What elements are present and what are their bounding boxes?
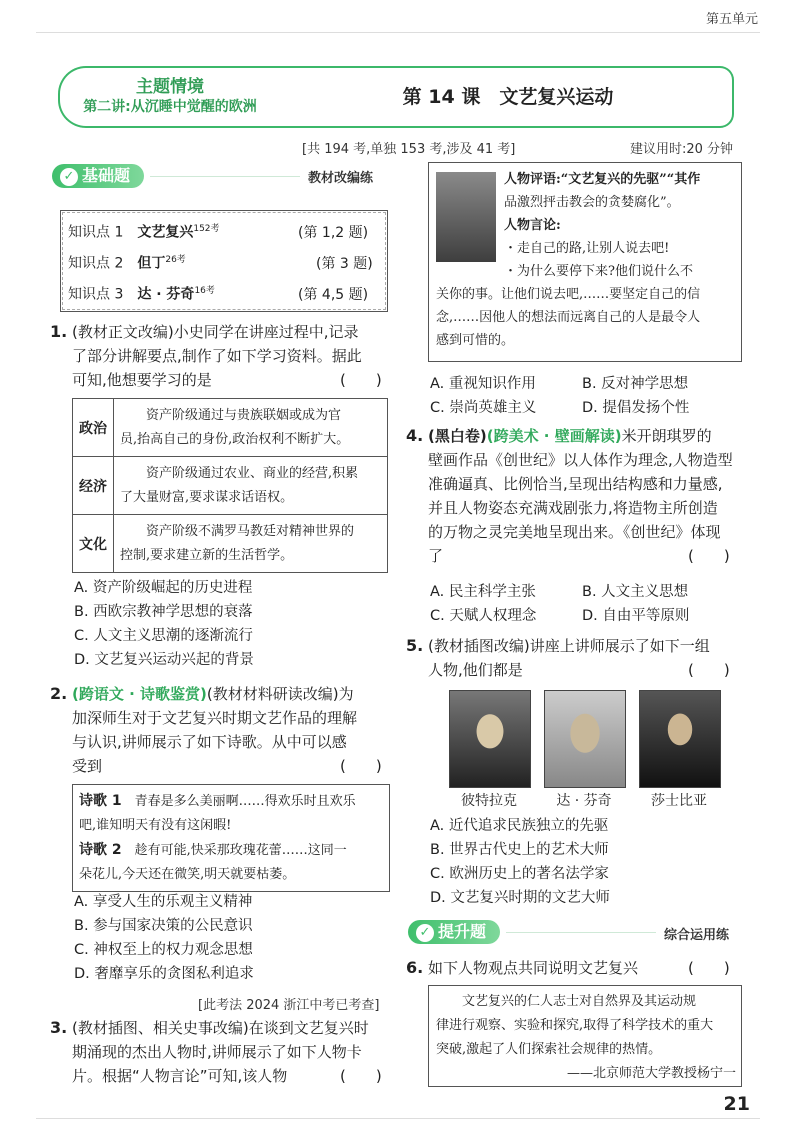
knowledge-ref: (第 1,2 题) (298, 225, 369, 241)
option[interactable]: B. 反对神学思想 (582, 376, 689, 392)
petrarch-portrait (449, 690, 531, 788)
dante-photo (436, 172, 496, 262)
page-number: 21 (723, 1093, 750, 1115)
advanced-section-right: 综合运用练 (664, 928, 730, 943)
question-5: 5. (教材插图改编)讲座上讲师展示了如下一组 人物,他们都是 ( ) (406, 636, 730, 679)
theme-title: 主题情境 (136, 77, 204, 97)
option[interactable]: A. 资产阶级崛起的历史进程 (74, 580, 253, 596)
unit-label: 第五单元 (705, 12, 758, 27)
option[interactable]: B. 参与国家决策的公民意识 (74, 918, 253, 934)
exam-stats: [共 194 考,单独 153 考,涉及 41 考] (302, 142, 516, 157)
check-icon: ✓ (60, 168, 78, 186)
option[interactable]: A. 民主科学主张 (430, 584, 536, 600)
basic-section-label: 基础题 (82, 166, 131, 185)
option[interactable]: B. 世界古代史上的艺术大师 (430, 842, 609, 858)
check-icon: ✓ (416, 924, 434, 942)
portrait-name: 莎士比亚 (651, 793, 707, 809)
option[interactable]: C. 天赋人权理念 (430, 608, 537, 624)
option[interactable]: A. 重视知识作用 (430, 376, 536, 392)
option[interactable]: C. 崇尚英雄主义 (430, 400, 537, 416)
option[interactable]: C. 神权至上的权力观念思想 (74, 942, 253, 958)
portrait-name: 达 · 芬奇 (556, 793, 612, 809)
option[interactable]: D. 奢靡享乐的贪图私利追求 (74, 966, 254, 982)
option[interactable]: A. 享受人生的乐观主义精神 (74, 894, 253, 910)
q6-quote: 文艺复兴的仁人志士对自然界及其运动规 律进行观察、实验和探究,取得了科学技术的重大 突破,激起了人们探索社会规律的热情。 ——北京师范大学教授杨宁一 (436, 994, 736, 1081)
option[interactable]: C. 欧洲历史上的著名法学家 (430, 866, 609, 882)
knowledge-ref: (第 3 题) (316, 256, 373, 272)
option[interactable]: C. 人文主义思潮的逐渐流行 (74, 628, 253, 644)
top-divider (36, 32, 760, 33)
option[interactable]: D. 提倡发扬个性 (582, 400, 690, 416)
option[interactable]: B. 人文主义思想 (582, 584, 689, 600)
q2-source: [此考法 2024 浙江中考已考查] (198, 998, 380, 1013)
option[interactable]: D. 文艺复兴时期的文艺大师 (430, 890, 610, 906)
question-3: 3. (教材插图、相关史事改编)在谈到文艺复兴时 期涌现的杰出人物时,讲师展示了如下人物卡 片。根据“人物言论”可知,该人物 ( ) (50, 1018, 382, 1085)
advanced-section-badge (408, 920, 500, 944)
knowledge-ref: (第 4,5 题) (298, 287, 369, 303)
portrait-name: 彼特拉克 (461, 793, 517, 809)
q3-options (430, 372, 740, 420)
knowledge-row: 知识点 2 但丁$^{26考}$ (68, 255, 186, 272)
question-2: 2. (跨语文 · 诗歌鉴赏)(教材材料研读改编)为 加深师生对于文艺复兴时期文艺作品的理解 与认识,讲师展示了如下诗歌。从中可以感 受到 ( ) (50, 684, 382, 775)
bottom-divider (36, 1118, 760, 1119)
option[interactable]: D. 自由平等原则 (582, 608, 690, 624)
option[interactable]: B. 西欧宗教神学思想的衰落 (74, 604, 253, 620)
q4-options (430, 580, 740, 628)
basic-section-right: 教材改编练 (308, 171, 374, 186)
q1-options (74, 576, 254, 672)
q3-card-bottom: 关你的事。让他们说去吧,……要坚定自己的信 念,……因他人的想法而远离自己的人是最令人 感到可惜的。 (436, 287, 701, 348)
theme-subtitle: 第二讲:从沉睡中觉醒的欧洲 (83, 99, 257, 115)
advanced-section-line (506, 932, 656, 933)
knowledge-row: 知识点 3 达 · 芬奇$^{16考}$ (68, 286, 215, 303)
q5-options (430, 814, 610, 910)
question-4: 4. (黑白卷)(跨美术 · 壁画解读)米开朗琪罗的 壁画作品《创世纪》以人体作为理念,人物造型 准确逼真、比例恰当,呈现出结构感和力量感, 并且人物姿态充满戏剧张力,将造物主所创造 的万物之灵完美地呈现出来。《创世纪》体现 了 ( ) (406, 426, 733, 565)
basic-section-badge (52, 164, 144, 188)
option[interactable]: D. 文艺复兴运动兴起的背景 (74, 652, 254, 668)
q2-options (74, 890, 254, 986)
q1-info-table: 政治 资产阶级通过与贵族联姻或成为官 员,抬高自己的身份,政治权利不断扩大。 经济 资产阶级通过农业、商业的经营,积累 了大量财富,要求谋求话语权。 文化 资产阶级不满罗马教廷对精神世界的 控制,要求建立新的生活哲学。 (72, 398, 388, 573)
basic-section-line (150, 176, 300, 177)
shakespeare-portrait (639, 690, 721, 788)
option[interactable]: A. 近代追求民族独立的先驱 (430, 818, 609, 834)
q2-poem-box: 诗歌 1 青春是多么美丽啊……得欢乐时且欢乐 吧,谁知明天有没有这闲暇! 诗歌 2 趁有可能,快采那玫瑰花蕾……这同一 朵花儿,今天还在微笑,明天就要枯萎。 (72, 784, 390, 892)
advanced-section-label: 提升题 (438, 922, 487, 941)
suggested-time: 建议用时:20 分钟 (630, 142, 734, 157)
knowledge-row: 知识点 1 文艺复兴$^{152考}$ (68, 224, 220, 241)
da-vinci-portrait (544, 690, 626, 788)
question-6: 6. 如下人物观点共同说明文艺复兴 ( ) (406, 958, 730, 977)
question-1: 1. (教材正文改编)小史同学在讲座过程中,记录 了部分讲解要点,制作了如下学习资料。据此 可知,他想要学习的是 ( ) (50, 322, 382, 389)
q3-card-top: 人物评语:“文艺复兴的先驱”“其作 品激烈抨击教会的贪婪腐化”。 人物言论: ・走自己的路,让别人说去吧! ・为什么要停下来?他们说什么不 (504, 172, 701, 279)
lesson-title: 第 14 课 文艺复兴运动 (402, 86, 614, 108)
